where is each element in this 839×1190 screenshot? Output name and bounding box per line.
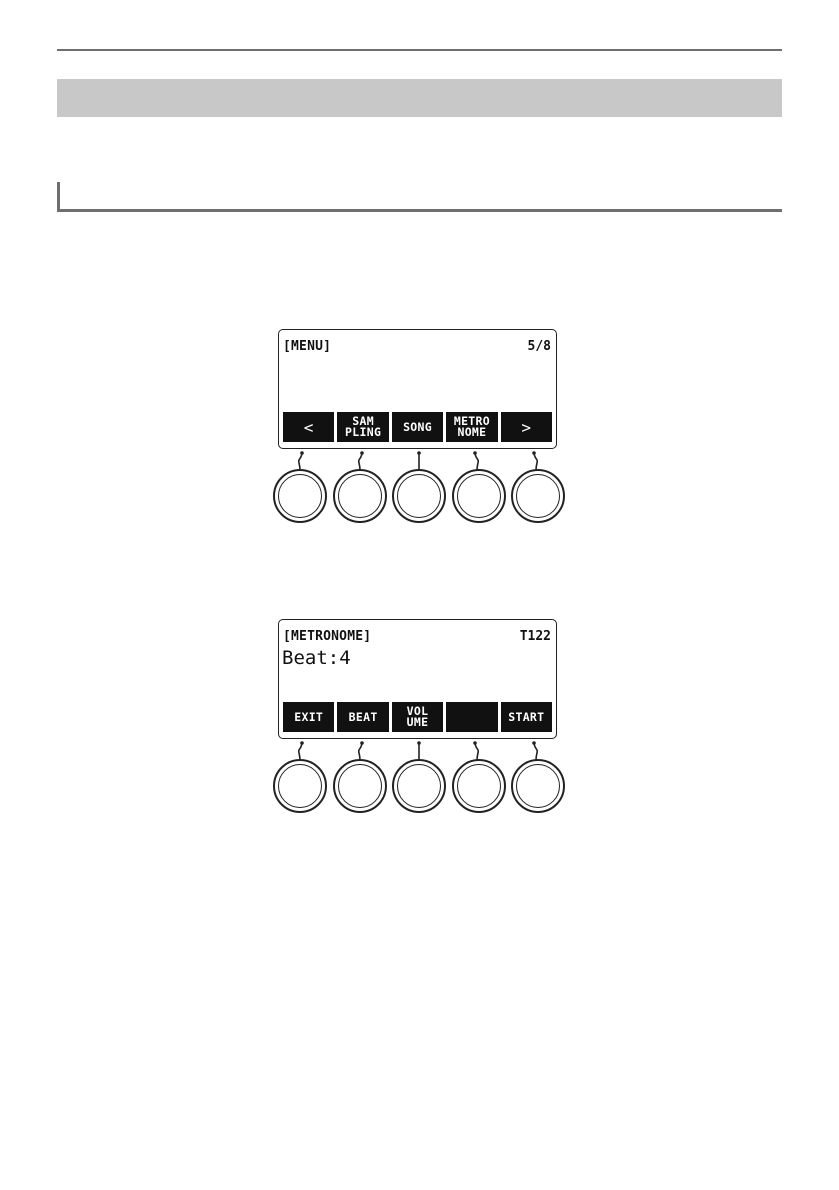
knob-face	[278, 474, 322, 518]
softkey-label-3: VOL UME	[392, 702, 443, 732]
section-heading-band	[57, 79, 782, 117]
lcd-screen-menu	[278, 329, 557, 449]
panel-knob-button[interactable]	[452, 741, 506, 823]
softkey-label-5: >	[501, 412, 552, 442]
top-rule	[57, 49, 782, 51]
lcd-screen-metronome	[278, 619, 557, 739]
panel-knob-button[interactable]	[333, 451, 387, 533]
knob-face	[397, 764, 441, 808]
knob-face	[516, 764, 560, 808]
softkey-label-4	[446, 702, 497, 732]
knob-ring	[511, 469, 565, 523]
sub-heading-frame	[57, 182, 782, 212]
knob-face	[278, 764, 322, 808]
softkey-label-5: START	[501, 702, 552, 732]
panel-knob-button[interactable]	[511, 741, 565, 823]
knob-ring	[452, 469, 506, 523]
knob-face	[338, 764, 382, 808]
panel-knob-button[interactable]	[511, 451, 565, 533]
softkey-bar	[283, 412, 552, 442]
knob-face	[516, 474, 560, 518]
lcd-beat-value: Beat:4	[282, 647, 351, 669]
panel-knob-button[interactable]	[392, 741, 446, 823]
knob-ring	[511, 759, 565, 813]
knob-face	[457, 764, 501, 808]
knob-ring	[392, 759, 446, 813]
panel-knob-button[interactable]	[273, 451, 327, 533]
knob-face	[397, 474, 441, 518]
panel-knob-button[interactable]	[452, 451, 506, 533]
sub-heading-bracket-left	[57, 182, 60, 212]
knob-connector-line	[333, 741, 387, 761]
softkey-label-1: <	[283, 412, 334, 442]
knob-connector-line	[392, 451, 446, 471]
knob-connector-line	[273, 741, 327, 761]
knob-ring	[273, 469, 327, 523]
knob-connector-line	[511, 741, 565, 761]
knob-face	[338, 474, 382, 518]
panel-knob-button[interactable]	[273, 741, 327, 823]
softkey-label-4: METRO NOME	[446, 412, 497, 442]
knob-connector-line	[452, 741, 506, 761]
knob-ring	[452, 759, 506, 813]
softkey-label-3: SONG	[392, 412, 443, 442]
knob-connector-line	[333, 451, 387, 471]
lcd-title: [METRONOME]	[283, 629, 372, 644]
softkey-bar	[283, 702, 552, 732]
sub-heading-underline	[57, 209, 782, 212]
knob-ring	[333, 469, 387, 523]
knob-connector-line	[452, 451, 506, 471]
softkey-label-2: BEAT	[337, 702, 388, 732]
lcd-page-indicator: 5/8	[527, 339, 551, 354]
lcd-title: [MENU]	[283, 339, 332, 354]
knob-connector-line	[511, 451, 565, 471]
knob-connector-line	[392, 741, 446, 761]
softkey-label-2: SAM PLING	[337, 412, 388, 442]
knob-row-menu	[273, 451, 566, 533]
panel-knob-button[interactable]	[333, 741, 387, 823]
softkey-label-1: EXIT	[283, 702, 334, 732]
knob-connector-line	[273, 451, 327, 471]
knob-ring	[392, 469, 446, 523]
knob-face	[457, 474, 501, 518]
lcd-tempo: T122	[519, 629, 551, 644]
knob-ring	[273, 759, 327, 813]
panel-knob-button[interactable]	[392, 451, 446, 533]
knob-ring	[333, 759, 387, 813]
knob-row-metronome	[273, 741, 566, 823]
